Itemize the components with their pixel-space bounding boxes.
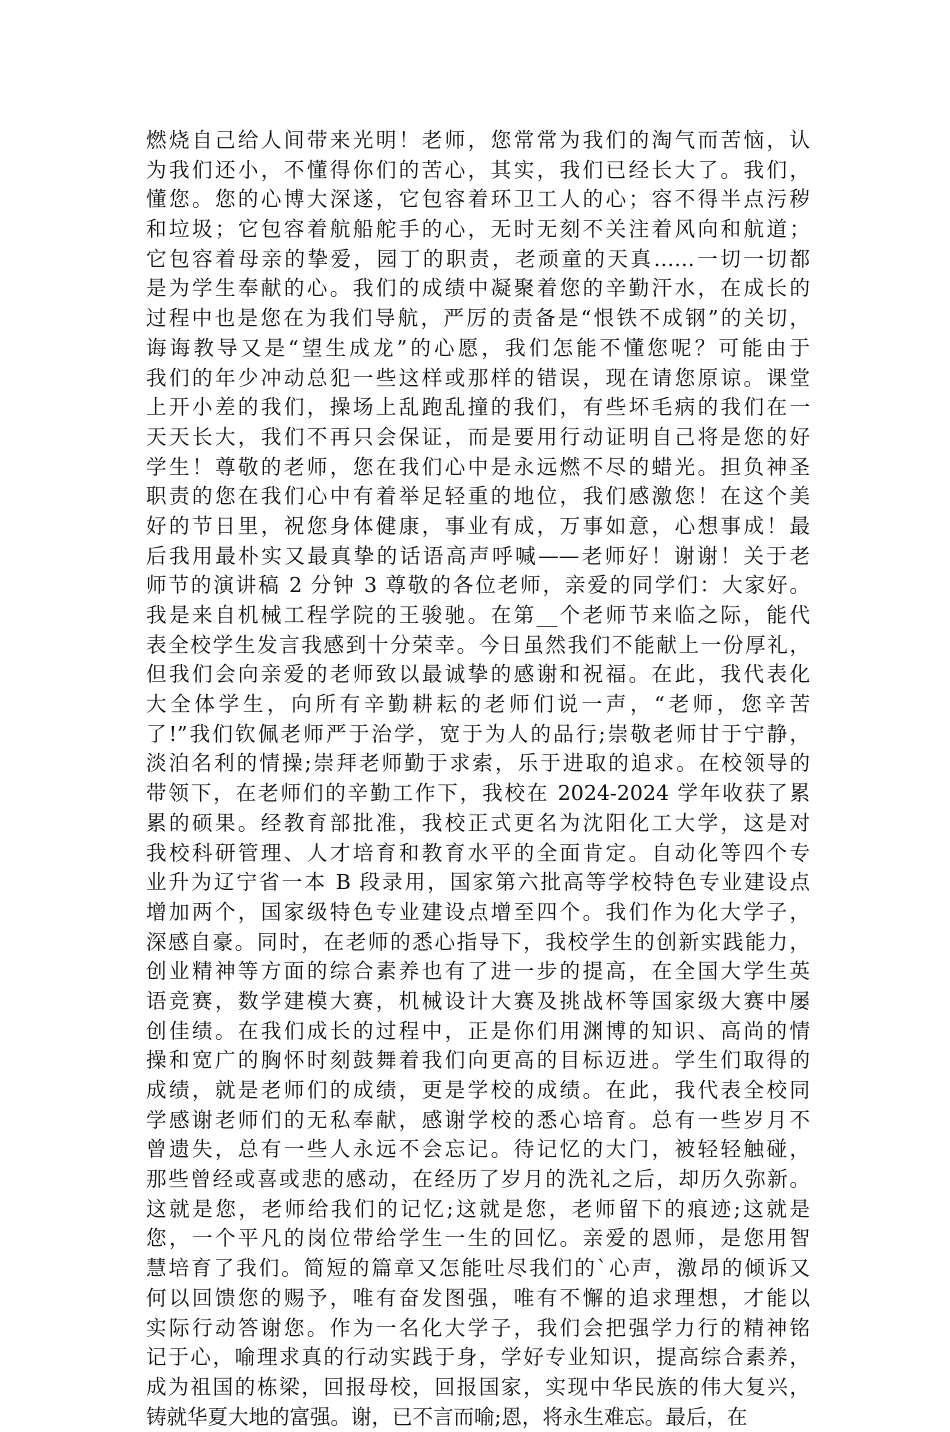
text-line-36: 那些曾经或喜或悲的感动，在经历了岁月的洗礼之后，却历久弥新。 xyxy=(146,1167,810,1192)
text-line-31: 创佳绩。在我们成长的过程中，正是你们用渊博的知识、高尚的情 xyxy=(146,1018,810,1043)
text-line-11: 天天长大，我们不再只会保证，而是要用行动证明自己将是您的好 xyxy=(146,424,810,449)
text-line-24: 累的硕果。经教育部批准，我校正式更名为沈阳化工大学，这是对 xyxy=(146,810,810,835)
text-line-10: 上开小差的我们，操场上乱跑乱撞的我们，有些坏毛病的我们在一 xyxy=(146,395,810,420)
text-line-32: 操和宽广的胸怀时刻鼓舞着我们向更高的目标迈进。学生们取得的 xyxy=(146,1048,810,1073)
text-line-39: 慧培育了我们。简短的篇章又怎能吐尽我们的`心声，激昂的倾诉又 xyxy=(146,1256,810,1281)
text-line-5: 它包容着母亲的挚爱，园丁的职责，老顽童的天真……一切一切都 xyxy=(146,246,810,271)
text-line-3: 懂您。您的心博大深遂，它包容着环卫工人的心；容不得半点污秽 xyxy=(146,187,810,212)
text-line-38: 您，一个平凡的岗位带给学生一生的回忆。亲爱的恩师，是您用智 xyxy=(146,1226,810,1251)
text-line-23: 带领下，在老师们的辛勤工作下，我校在 2024-2024 学年收获了累 xyxy=(146,781,810,806)
text-line-15: 后我用最朴实又最真挚的话语高声呼喊——老师好！谢谢！关于老 xyxy=(146,543,810,568)
text-line-42: 记于心，喻理求真的行动实践于身，学好专业知识，提高综合素养， xyxy=(146,1345,810,1370)
text-line-18: 表全校学生发言我感到十分荣幸。今日虽然我们不能献上一份厚礼， xyxy=(146,632,810,657)
text-line-29: 创业精神等方面的综合素养也有了进一步的提高，在全国大学生英 xyxy=(146,959,810,984)
text-line-34: 学感谢老师们的无私奉献，感谢学校的悉心培育。总有一些岁月不 xyxy=(146,1107,810,1132)
text-line-1: 燃烧自己给人间带来光明！老师，您常常为我们的淘气而苦恼，认 xyxy=(146,128,810,152)
text-line-30: 语竞赛，数学建模大赛，机械设计大赛及挑战杯等国家级大赛中屡 xyxy=(146,988,810,1013)
text-line-40: 何以回馈您的赐予，唯有奋发图强，唯有不懈的追求理想，才能以 xyxy=(146,1285,810,1310)
text-line-2: 为我们还小，不懂得你们的苦心，其实，我们已经长大了。我们， xyxy=(146,157,810,182)
text-line-7: 过程中也是您在为我们导航，严厉的责备是“恨铁不成钢”的关切， xyxy=(146,306,810,331)
text-line-12: 学生！尊敬的老师，您在我们心中是永远燃不尽的蜡光。担负神圣 xyxy=(146,454,810,479)
text-line-37: 这就是您，老师给我们的记忆;这就是您，老师留下的痕迹;这就是 xyxy=(146,1196,810,1221)
text-line-44: 铸就华夏大地的富强。谢，已不言而喻;恩，将永生难忘。最后，在 xyxy=(146,1404,748,1429)
text-line-25: 我校科研管理、人才培育和教育水平的全面肯定。自动化等四个专 xyxy=(146,840,810,865)
body-text xyxy=(146,126,810,1432)
text-line-13: 职责的您在我们心中有着举足轻重的地位，我们感激您！在这个美 xyxy=(146,484,810,509)
text-line-33: 成绩，就是老师们的成绩，更是学校的成绩。在此，我代表全校同 xyxy=(146,1078,810,1102)
text-line-41: 实际行动答谢您。作为一名化大学子，我们会把强学力行的精神铭 xyxy=(146,1315,810,1340)
text-line-6: 是为学生奉献的心。我们的成绩中凝聚着您的辛勤汗水，在成长的 xyxy=(146,276,810,301)
text-line-20: 大全体学生，向所有辛勤耕耘的老师们说一声，“老师，您辛苦 xyxy=(146,692,810,717)
text-line-35: 曾遗失，总有一些人永远不会忘记。待记忆的大门，被轻轻触碰， xyxy=(146,1137,810,1162)
text-line-26: 业升为辽宁省一本 B 段录用，国家第六批高等学校特色专业建设点 xyxy=(146,870,810,895)
text-line-22: 淡泊名利的情操;崇拜老师勤于求索，乐于进取的追求。在校领导的 xyxy=(146,751,810,776)
text-line-4: 和垃圾；它包容着航船舵手的心，无时无刻不关注着风向和航道； xyxy=(146,217,810,242)
text-line-9: 我们的年少冲动总犯一些这样或那样的错误，现在请您原谅。课堂 xyxy=(146,365,810,390)
text-line-28: 深感自豪。同时，在老师的悉心指导下，我校学生的创新实践能力， xyxy=(146,929,810,954)
text-line-17: 我是来自机械工程学院的王骏驰。在第__个老师节来临之际，能代 xyxy=(146,603,810,627)
text-line-27: 增加两个，国家级特色专业建设点增至四个。我们作为化大学子， xyxy=(146,899,810,924)
text-line-43: 成为祖国的栋梁，回报母校，回报国家，实现中华民族的伟大复兴， xyxy=(146,1374,810,1399)
text-line-14: 好的节日里，祝您身体健康，事业有成，万事如意，心想事成！最 xyxy=(146,513,810,538)
text-line-21: 了!”我们钦佩老师严于治学，宽于为人的品行;崇敬老师甘于宁静， xyxy=(146,721,810,746)
text-line-8: 诲诲教导又是“望生成龙”的心愿，我们怎能不懂您呢？可能由于 xyxy=(146,335,810,360)
text-line-16: 师节的演讲稿 2 分钟 3 尊敬的各位老师，亲爱的同学们：大家好。 xyxy=(146,573,810,598)
text-line-19: 但我们会向亲爱的老师致以最诚挚的感谢和祝福。在此，我代表化 xyxy=(146,662,810,687)
